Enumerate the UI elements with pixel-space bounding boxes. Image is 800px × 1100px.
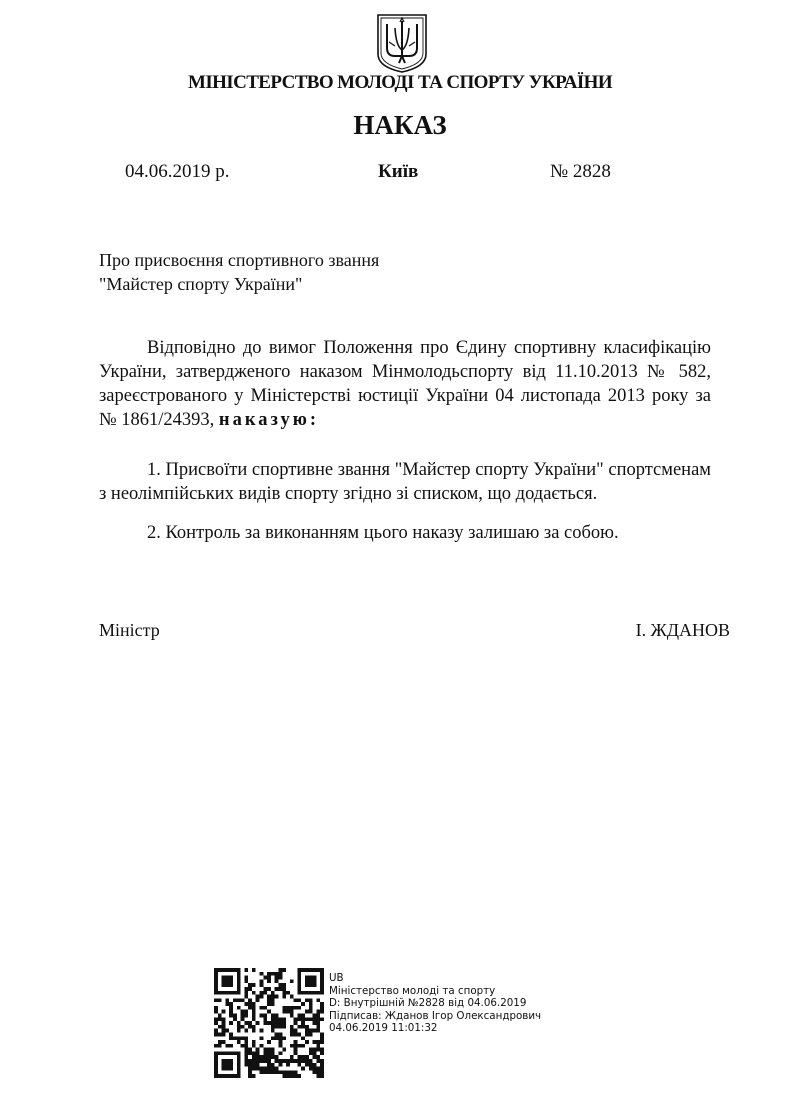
qr-code-icon bbox=[214, 968, 324, 1078]
order-item-1-text: 1. Присвоїти спортивне звання "Майстер спорту України" спортсменам з неолімпійських видів спорту згідно зі списком, що додається. bbox=[99, 460, 711, 504]
order-number: № 2828 bbox=[550, 161, 611, 182]
stamp-line-2: Міністерство молоді та спорту bbox=[329, 984, 496, 997]
order-item-1 bbox=[99, 458, 711, 506]
signatory-name: І. ЖДАНОВ bbox=[635, 620, 730, 640]
order-item-2 bbox=[99, 521, 711, 545]
ministry-name: МІНІСТЕРСТВО МОЛОДІ ТА СПОРТУ УКРАЇНИ bbox=[187, 72, 613, 93]
digital-signature-stamp bbox=[329, 972, 541, 1035]
trident-emblem-icon bbox=[375, 12, 429, 74]
order-city: Київ bbox=[378, 161, 419, 182]
order-keyword: наказую: bbox=[218, 410, 320, 430]
preamble-paragraph bbox=[99, 336, 711, 432]
stamp-line-3: D: Внутрішній №2828 від 04.06.2019 bbox=[329, 997, 527, 1009]
order-subject bbox=[99, 248, 379, 296]
stamp-line-1: UB bbox=[329, 972, 344, 984]
preamble-text: Відповідно до вимог Положення про Єдину спортивну класифікацію України, затвердженого наказом Мінмолодьспорту від 11.10.2013 № 582, зареєстрованого у Міністерстві юстиції України 04 листопада 2013 року за № 1861/24393, bbox=[99, 338, 711, 430]
document-type-title: НАКАЗ bbox=[353, 110, 447, 140]
stamp-line-4: Підписав: Жданов Ігор Олександрович bbox=[329, 1009, 542, 1022]
signatory-role: Міністр bbox=[99, 620, 160, 640]
subject-line-2: "Майстер спорту України" bbox=[99, 274, 303, 294]
order-item-2-text: 2. Контроль за виконанням цього наказу залишаю за собою. bbox=[147, 523, 619, 543]
order-date: 04.06.2019 р. bbox=[125, 161, 230, 182]
stamp-line-5: 04.06.2019 11:01:32 bbox=[329, 1022, 438, 1034]
subject-line-1: Про присвоєння спортивного звання bbox=[99, 250, 380, 270]
